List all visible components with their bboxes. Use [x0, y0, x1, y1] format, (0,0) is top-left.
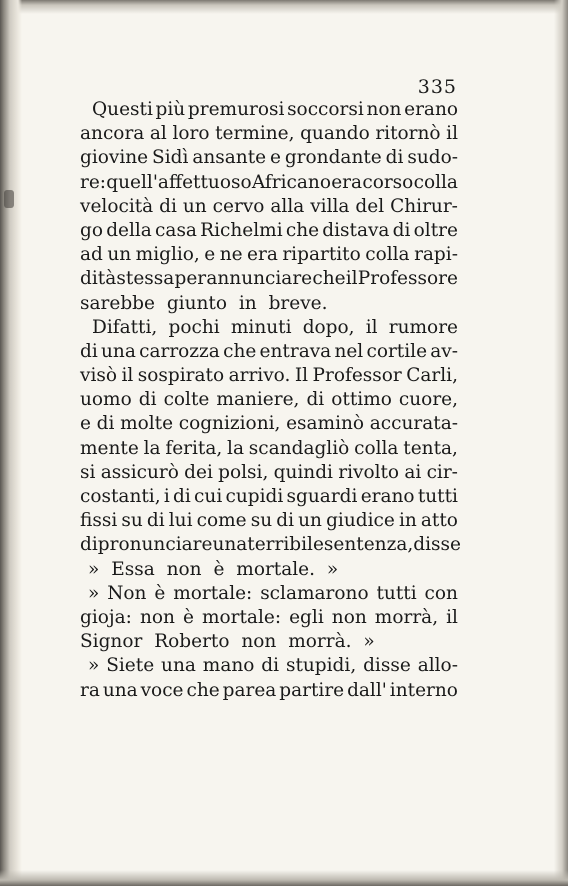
- word: fissi: [80, 510, 118, 532]
- word: una: [161, 655, 196, 677]
- word: allo-: [417, 655, 458, 677]
- word: atto: [420, 510, 458, 532]
- word: dall': [347, 679, 387, 701]
- word: tutti: [417, 486, 458, 507]
- text-line: [80, 533, 461, 557]
- word: disse: [363, 655, 411, 677]
- word: Africano: [251, 171, 331, 193]
- text-line: [80, 582, 458, 606]
- scan-edge-right: [554, 0, 568, 886]
- word: cuore,: [398, 389, 458, 411]
- word: Sidì: [152, 147, 189, 169]
- word: cir-: [426, 461, 458, 483]
- word: che: [223, 340, 257, 362]
- word: su: [121, 510, 143, 532]
- word: cognizioni,: [178, 413, 281, 435]
- word: Questi: [92, 99, 153, 120]
- word: e: [269, 147, 281, 169]
- word: rapi-: [414, 244, 458, 266]
- word: Professor: [312, 365, 402, 387]
- word: rivolto: [338, 461, 400, 483]
- text-line: [80, 316, 458, 340]
- body-text: [80, 98, 461, 703]
- word: accurata-: [369, 413, 458, 435]
- word: termine,: [215, 123, 295, 145]
- word: i: [163, 486, 170, 507]
- word: molte: [120, 413, 174, 435]
- word: il: [446, 606, 458, 628]
- word: più: [155, 99, 186, 120]
- word: villa: [310, 195, 350, 217]
- word: come: [196, 510, 247, 532]
- word: erano: [360, 486, 415, 507]
- text-line: [80, 122, 458, 146]
- word: Il: [294, 365, 309, 387]
- word: un: [182, 195, 207, 217]
- word: sclamarono: [260, 582, 369, 604]
- word: go: [80, 219, 103, 241]
- word: che: [285, 219, 320, 241]
- word: stupidi,: [285, 655, 357, 677]
- word: dopo,: [302, 316, 355, 338]
- word: era: [331, 171, 363, 193]
- word: Professore: [357, 268, 458, 290]
- text-line: [80, 679, 458, 703]
- word: di: [146, 510, 165, 532]
- word: colla: [365, 244, 410, 266]
- word: sospirato: [137, 365, 225, 387]
- word: ferita,: [165, 437, 223, 459]
- word: ripartito: [282, 244, 361, 266]
- word: entrava: [259, 340, 332, 362]
- word: Carli,: [406, 365, 458, 387]
- word: mortale:: [173, 582, 253, 604]
- word: carrozza: [139, 340, 220, 362]
- word: di: [392, 219, 411, 241]
- word: cortile: [366, 340, 428, 362]
- word: visò: [80, 365, 117, 387]
- word: mente: [80, 437, 139, 459]
- word: Richelmi: [200, 219, 283, 241]
- text-line: [80, 267, 458, 291]
- page-number: 335: [417, 76, 457, 98]
- text-line: » Essa non è mortale. »: [88, 558, 339, 580]
- word: casa: [155, 219, 197, 241]
- word: Siete: [106, 655, 155, 677]
- word: re:: [80, 171, 107, 193]
- word: tenta,: [403, 437, 458, 459]
- word: cervo: [212, 195, 265, 217]
- word: era: [247, 244, 278, 266]
- text-line: [80, 437, 458, 461]
- word: maniere,: [216, 389, 300, 411]
- word: costanti,: [80, 486, 161, 507]
- word: lui: [168, 510, 193, 532]
- text-line: [80, 171, 458, 195]
- word: colte: [163, 389, 210, 411]
- word: minuti: [230, 316, 292, 338]
- word: voce: [140, 679, 184, 701]
- word: la: [227, 437, 244, 459]
- text-line: Signor Roberto non morrà. »: [80, 631, 375, 653]
- word: di: [276, 510, 295, 532]
- word: dità: [80, 268, 117, 290]
- word: di: [385, 147, 404, 169]
- ink-smudge: [4, 190, 14, 208]
- word: sguardi: [286, 486, 358, 507]
- word: giovine: [80, 147, 149, 169]
- scan-edge-top: [0, 0, 568, 14]
- word: ancora: [80, 123, 145, 145]
- word: loro: [172, 123, 210, 145]
- word: di: [159, 195, 177, 217]
- word: la: [143, 437, 161, 459]
- word: il: [121, 365, 134, 387]
- word: di: [96, 413, 115, 435]
- word: è: [154, 582, 166, 604]
- word: partire: [279, 679, 345, 701]
- word: assicurò: [100, 461, 179, 483]
- word: di: [306, 389, 325, 411]
- word: distava: [322, 219, 390, 241]
- word: uomo: [80, 389, 132, 411]
- text-line: [80, 340, 458, 364]
- word: e: [204, 244, 216, 266]
- word: sudo-: [407, 147, 458, 169]
- word: si: [80, 461, 96, 483]
- word: miglio,: [135, 244, 200, 266]
- word: cupidi: [225, 486, 284, 507]
- word: soccorsi: [287, 99, 364, 120]
- word: alla: [270, 195, 305, 217]
- scan-edge-left: [0, 0, 22, 886]
- word: ad: [80, 244, 103, 266]
- word: arrivo.: [228, 365, 291, 387]
- word: di: [173, 486, 191, 507]
- word: non: [331, 606, 367, 628]
- word: è: [182, 606, 194, 628]
- word: Non: [107, 582, 147, 604]
- word: dei: [184, 461, 213, 483]
- word: pronunciare: [97, 534, 213, 556]
- word: ai: [404, 461, 422, 483]
- word: polsi,: [218, 461, 269, 483]
- text-line: [80, 485, 458, 509]
- word: Chirur-: [390, 195, 458, 217]
- word: e: [80, 413, 91, 435]
- word: corso: [362, 171, 414, 193]
- word: ansante: [192, 147, 267, 169]
- word: egli: [289, 606, 324, 628]
- word: »: [88, 655, 100, 677]
- word: il: [365, 316, 378, 338]
- word: annunciare: [206, 268, 313, 290]
- word: quell'affettuoso: [106, 171, 252, 193]
- word: disse: [413, 534, 461, 556]
- text-line: [80, 606, 458, 630]
- word: parea: [222, 679, 277, 701]
- word: colla: [413, 171, 458, 193]
- word: terribile: [247, 534, 324, 556]
- text-line: [80, 388, 458, 412]
- word: in: [398, 510, 417, 532]
- word: su: [250, 510, 273, 532]
- word: quando: [300, 123, 370, 145]
- text-line: [80, 364, 458, 388]
- word: erano: [404, 99, 458, 120]
- word: una: [101, 340, 136, 362]
- word: un: [298, 510, 322, 532]
- word: giudice: [326, 510, 395, 532]
- text-line: [80, 146, 458, 170]
- word: mortale:: [201, 606, 282, 628]
- word: del: [355, 195, 385, 217]
- word: cui: [194, 486, 223, 507]
- word: pochi: [168, 316, 220, 338]
- word: una: [212, 534, 248, 556]
- word: al: [149, 123, 167, 145]
- text-line: sarebbe giunto in breve.: [80, 292, 328, 314]
- text-line: [80, 243, 458, 267]
- text-line: [80, 219, 458, 243]
- word: gioja:: [80, 606, 132, 628]
- word: grondante: [284, 147, 382, 169]
- word: premurosi: [187, 99, 285, 120]
- word: che: [186, 679, 220, 701]
- word: tutti: [376, 582, 417, 604]
- word: di: [80, 340, 98, 362]
- word: av-: [430, 340, 458, 362]
- scan-edge-bottom: [0, 870, 568, 886]
- word: esaminò: [286, 413, 365, 435]
- word: velocità: [80, 195, 154, 217]
- text-line: [80, 412, 458, 436]
- word: colla: [354, 437, 399, 459]
- word: morrà,: [374, 606, 439, 628]
- text-line: [80, 654, 458, 678]
- word: interno: [389, 679, 458, 701]
- text-line: [80, 195, 458, 219]
- word: un: [107, 244, 132, 266]
- text-line: [80, 98, 458, 122]
- word: per: [174, 268, 207, 290]
- word: oltre: [413, 219, 458, 241]
- word: quindi: [273, 461, 333, 483]
- word: di: [138, 389, 157, 411]
- word: sentenza,: [323, 534, 414, 556]
- word: della: [106, 219, 152, 241]
- word: che: [312, 268, 346, 290]
- word: ritornò: [375, 123, 441, 145]
- word: di: [80, 534, 98, 556]
- word: il: [345, 268, 358, 290]
- word: ra: [80, 679, 100, 701]
- word: non: [139, 606, 175, 628]
- text-line: [80, 461, 458, 485]
- word: rumore: [388, 316, 458, 338]
- word: Difatti,: [92, 316, 158, 338]
- word: scandagliò: [248, 437, 350, 459]
- word: di: [261, 655, 280, 677]
- word: nel: [334, 340, 364, 362]
- word: con: [424, 582, 458, 604]
- text-line: [80, 509, 458, 533]
- word: mano: [202, 655, 255, 677]
- word: ne: [219, 244, 243, 266]
- word: stessa: [116, 268, 175, 290]
- word: una: [102, 679, 138, 701]
- word: non: [366, 99, 402, 120]
- word: il: [446, 123, 458, 145]
- word: »: [88, 582, 100, 604]
- word: ottimo: [331, 389, 392, 411]
